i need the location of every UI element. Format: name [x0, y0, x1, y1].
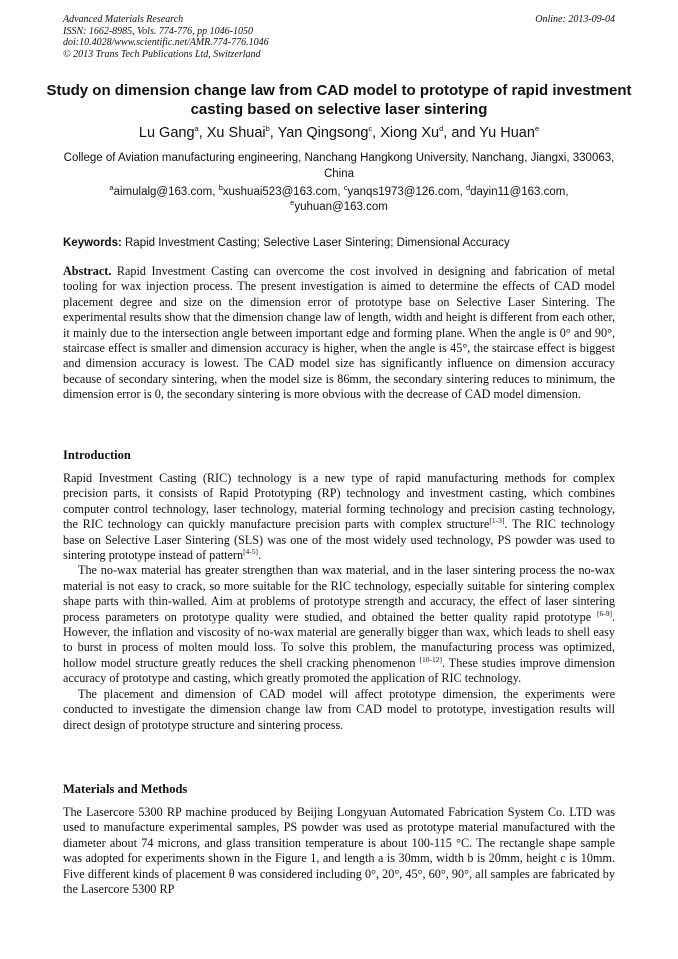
intro-text: The no-wax material has greater strengthen than wax material, and in the laser sintering process the no-wax material is not easy to crack, so more suitable for the RIC technology, especially suitable for sintering complex shape parts with thin-walled. Aim at problems of prototype strength and accuracy, the effect of laser sintering process parameters on prototype quality were studied, and obtained the better quality rapid prototype	[63, 563, 615, 624]
intro-text: . These studies improve dimension accuracy of prototype and casting, which greatly promoted the application of RIC technology.	[63, 655, 616, 686]
email-mark: c	[343, 183, 348, 193]
methods-body	[63, 805, 615, 897]
author-mark: e	[534, 124, 540, 134]
author: Yu Huan	[479, 125, 535, 141]
paper-title: Study on dimension change law from CAD model to prototype of rapid investment casting based on selective laser sintering	[46, 82, 632, 118]
intro-paragraph-3: The placement and dimension of CAD model will affect prototype dimension, the experiments were conducted to investigate the dimension change law from CAD model to prototype, investigation results will direct design of prototype structure and sintering process.	[63, 686, 615, 732]
email-list	[50, 185, 628, 215]
email-address[interactable]: yanqs1973@126.com	[347, 186, 460, 198]
author: Yan Qingsong	[277, 125, 369, 141]
citation[interactable]: [10-12]	[419, 654, 442, 664]
methods-paragraph-1: The Lasercore 5300 RP machine produced by Beijing Longyuan Automated Fabrication System Co. LTD was used to manufacture experimental samples, PS powder was used as prototype material manufactured with the diameter about 74 microns, and glass transition temperature is about 100-115 °C. The rectangle shape sample was adopted for experiments shown in the Figure 1, and length a is 30mm, width b is 20mm, height c is 10mm. Five different kinds of placement θ was considered including 0°, 20°, 45°, 60°, 90°, all samples are fabricated by the Lasercore 5300 RP	[63, 805, 615, 897]
issn: ISSN: 1662-8985, Vols. 774-776, pp 1046-1050	[63, 25, 253, 37]
introduction-heading: Introduction	[63, 448, 131, 462]
email-mark: e	[290, 198, 295, 208]
citation[interactable]: [1-3]	[489, 516, 505, 526]
citation[interactable]: [6-9]	[596, 608, 612, 618]
author-separator: , and	[443, 125, 480, 141]
email-address[interactable]: yuhuan@163.com	[294, 201, 388, 213]
keywords	[63, 236, 618, 251]
author-separator: ,	[269, 125, 278, 141]
author-separator: ,	[372, 125, 381, 141]
author-mark: d	[439, 124, 444, 134]
affiliation: College of Aviation manufacturing engineering, Nanchang Hangkong University, Nanchang, Jiangxi, 330063, China	[63, 152, 615, 180]
author-mark: c	[368, 124, 373, 134]
doi[interactable]: doi:10.4028/www.scientific.net/AMR.774-776.1046	[63, 37, 269, 49]
intro-paragraph-2	[63, 563, 615, 686]
online-date: Online: 2013-09-04	[535, 14, 615, 25]
keywords-text: Rapid Investment Casting; Selective Laser Sintering; Dimensional Accuracy	[125, 237, 510, 249]
author-mark: a	[194, 124, 199, 134]
abstract	[63, 264, 615, 403]
email-separator: ,	[459, 186, 466, 198]
email-mark: a	[109, 183, 114, 193]
intro-paragraph-1	[63, 471, 615, 563]
copyright: © 2013 Trans Tech Publications Ltd, Switzerland	[63, 48, 261, 60]
intro-text: Rapid Investment Casting (RIC) technology is a new type of rapid manufacturing methods for complex precision parts, it consists of Rapid Prototyping (RP) technology and investment casting, which combines computer control technology, laser technology, material forming technology and precision casting technology, the RIC technology can quickly manufacture precision parts with complex structure	[63, 471, 615, 532]
email-separator: ,	[565, 186, 569, 198]
intro-text: . The RIC technology base on Selective Laser Sintering (SLS) was one of the most widely used technology, PS powder was used to sintering prototype instead of pattern	[63, 517, 615, 563]
author-separator: ,	[198, 125, 207, 141]
abstract-text: Rapid Investment Casting can overcome the cost involved in designing and fabrication of metal tooling for wax injection process. The present investigation is aimed to determine the effects of CAD model placement degree and size on the dimension error of prototype base on Selective Laser Sintering. The experimental results show that the dimension change law of length, width and height is different from each other, it mainly due to the intersection angle between important edge and forming plane. When the angle is 0° and 90°, staircase effect is smaller and dimension accuracy is higher, when the angle is 45°, the staircase effect is biggest and dimension accuracy is lowest. The CAD model size has significantly influence on dimension accuracy because of secondary sintering, when the model size is 86mm, the secondary sintering reduces to minimum, the dimension error is 0, the secondary sintering is more obvious with the decrease of CAD model dimension.	[63, 264, 615, 402]
author-mark: b	[265, 124, 270, 134]
journal-header	[63, 14, 615, 60]
abstract-label: Abstract.	[63, 264, 112, 278]
email-mark: b	[218, 183, 223, 193]
introduction-body	[63, 471, 615, 733]
author: Xu Shuai	[206, 125, 266, 141]
journal-name: Advanced Materials Research	[63, 14, 184, 25]
author: Lu Gang	[138, 125, 195, 141]
email-address[interactable]: aimulalg@163.com	[113, 186, 213, 198]
email-separator: ,	[212, 186, 219, 198]
methods-heading: Materials and Methods	[63, 782, 188, 796]
keywords-label: Keywords:	[63, 237, 122, 249]
email-separator: ,	[337, 186, 344, 198]
author: Xiong Xu	[380, 125, 440, 141]
email-mark: d	[465, 183, 471, 193]
email-address[interactable]: xushuai523@163.com	[222, 186, 338, 198]
intro-text: . However, the inflation and viscosity of no-wax material are generally bigger than wax, which leads to shell easy to burst in process of molten mould loss. To solve this problem, the manufacturing process was optimized, hollow model structure greatly reduces the shell cracking phenomenon	[63, 609, 615, 670]
author-list	[40, 124, 638, 142]
email-address[interactable]: dayin11@163.com	[470, 186, 566, 198]
intro-text: .	[258, 548, 262, 563]
citation[interactable]: [4-5]	[243, 546, 259, 556]
